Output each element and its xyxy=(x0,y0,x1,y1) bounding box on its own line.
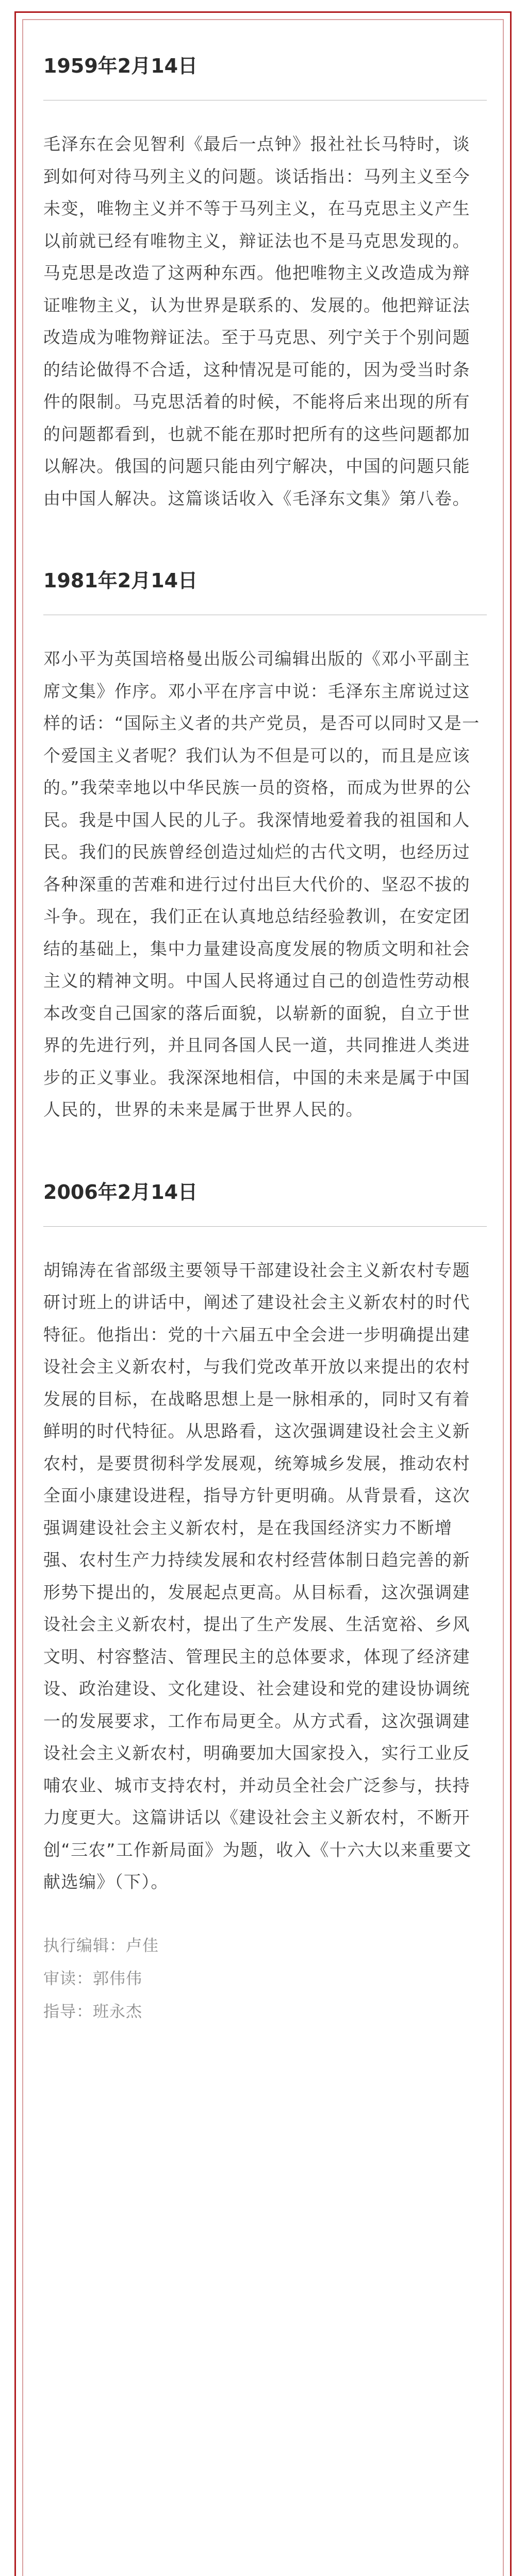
history-entry-1981 xyxy=(43,566,487,1126)
history-entry-1959 xyxy=(43,52,487,515)
entry-date-heading: 1981年2月14日 xyxy=(43,569,198,592)
entry-body-text: 毛泽东在会见智利《最后一点钟》报社社长马特时，谈到如何对待马列主义的问题。谈话指出：马列主义至今未变，唯物主义并不等于马列主义，在马克思主义产生以前就已经有唯物主义，辩证法也不是马克思发现的。马克思是改造了这两种东西。他把唯物主义改造成为辩证唯物主义，认为世界是联系的、发展的。他把辩证法改造成为唯物辩证法。至于马克思、列宁关于个别问题的结论做得不合适，这种情况是可能的，因为受当时条件的限制。马克思活着的时候，不能将后来出现的所有的问题都看到，也就不能在那时把所有的这些问题都加以解决。俄国的问题只能由列宁解决，中国的问题只能由中国人解决。这篇谈话收入《毛泽东文集》第八卷。 xyxy=(43,134,470,509)
credit-editor: 执行编辑：卢佳 xyxy=(43,1936,159,1955)
history-entry-2006 xyxy=(43,1178,487,1899)
credit-reviewer: 审读：郭伟伟 xyxy=(43,1969,142,1988)
article-credits xyxy=(43,1929,487,2028)
credit-director: 指导：班永杰 xyxy=(43,2002,142,2021)
entry-date-heading: 2006年2月14日 xyxy=(43,1180,198,1204)
entry-date-heading: 1959年2月14日 xyxy=(43,55,198,77)
entry-body-text: 邓小平为英国培格曼出版公司编辑出版的《邓小平副主席文集》作序。邓小平在序言中说：毛泽东主席说过这样的话：“国际主义者的共产党员，是否可以同时又是一个爱国主义者呢？我们认为不但是可以的，而且是应该的。”我荣幸地以中华民族一员的资格，而成为世界的公民。我是中国人民的儿子。我深情地爱着我的祖国和人民。我们的民族曾经创造过灿烂的古代文明，也经历过各种深重的苦难和进行过付出巨大代价的、坚忍不拔的斗争。现在，我们正在认真地总结经验教训，在安定团结的基础上，集中力量建设高度发展的物质文明和社会主义的精神文明。中国人民将通过自己的创造性劳动根本改变自己国家的落后面貌，以崭新的面貌，自立于世界的先进行列，并且同各国人民一道，共同推进人类进步的正义事业。我深深地相信，中国的未来是属于中国人民的，世界的未来是属于世界人民的。 xyxy=(43,649,480,1120)
article-content xyxy=(43,52,487,2028)
date-divider xyxy=(43,1226,487,1227)
entry-body-text: 胡锦涛在省部级主要领导干部建设社会主义新农村专题研讨班上的讲话中，阐述了建设社会主义新农村的时代特征。他指出：党的十六届五中全会进一步明确提出建设社会主义新农村，与我们党改革开放以来提出的农村发展的目标，在战略思想上是一脉相承的，同时又有着鲜明的时代特征。从思路看，这次强调建设社会主义新农村，是要贯彻科学发展观，统筹城乡发展，推动农村全面小康建设进程，指导方针更明确。从背景看，这次强调建设社会主义新农村，是在我国经济实力不断增强、农村生产力持续发展和农村经营体制日趋完善的新形势下提出的，发展起点更高。从目标看，这次强调建设社会主义新农村，提出了生产发展、生活宽裕、乡风文明、村容整洁、管理民主的总体要求，体现了经济建设、政治建设、文化建设、社会建设和党的建设协调统一的发展要求，工作布局更全。从方式看，这次强调建设社会主义新农村，明确要加大国家投入，实行工业反哺农业、城市支持农村，并动员全社会广泛参与，扶持力度更大。这篇讲话以《建设社会主义新农村，不断开创“三农”工作新局面》为题，收入《十六大以来重要文献选编》（下）。 xyxy=(43,1260,472,1892)
